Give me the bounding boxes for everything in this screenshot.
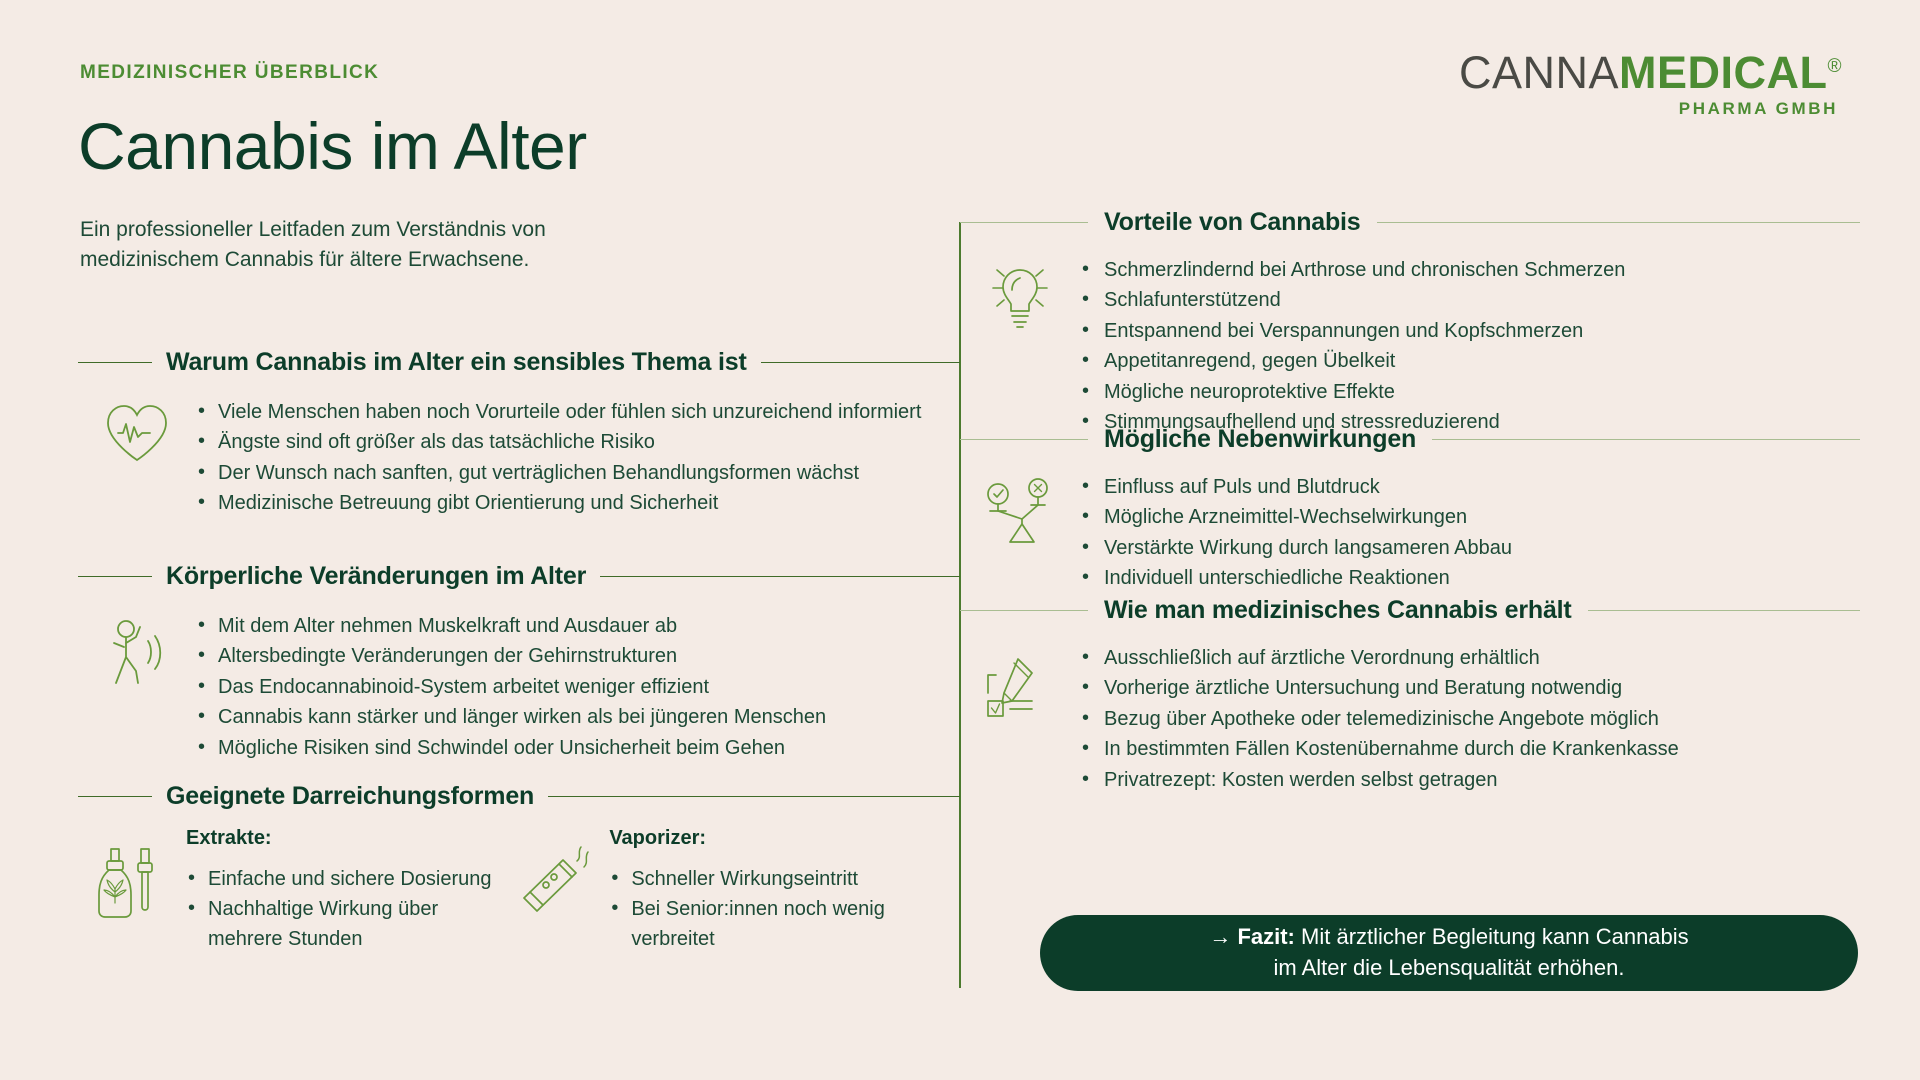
list-item: • Medizinische Betreuung gibt Orientierung und Sicherheit [196,488,921,518]
page-subtitle: Ein professioneller Leitfaden zum Verständnis von medizinischem Cannabis für ältere Erwachsene. [80,218,546,271]
section-title: Wie man medizinisches Cannabis erhält [1104,596,1572,624]
divider-right [1432,439,1860,441]
section-header [960,596,1860,625]
section-header [78,782,960,811]
person-motion-icon [78,609,196,689]
list-item: • Einfache und sichere Dosierung [186,864,501,894]
bullet-list [196,395,921,519]
list-item: • Individuell unterschiedliche Reaktionen [1080,563,1512,593]
heart-pulse-icon [78,395,196,465]
conclusion-text [1209,922,1688,984]
divider-left [78,576,152,578]
list-item: • Entspannend bei Verspannungen und Kopfschmerzen [1080,316,1625,346]
section-title: Geeignete Darreichungsformen [166,782,535,810]
bullet-list [196,609,826,763]
conclusion-banner [1040,915,1858,991]
section-header [78,348,960,377]
section-title: Körperliche Veränderungen im Alter [166,562,587,590]
logo-canna-text: CANNA [1458,47,1620,98]
divider-left [960,610,1088,612]
form-block-vaporizer [501,827,960,954]
list-item: • Schmerzlindernd bei Arthrose und chronischen Schmerzen [1080,255,1625,285]
divider-left [960,222,1088,224]
eyebrow-label: MEDIZINISCHER ÜBERBLICK [80,62,380,83]
divider-left [78,362,152,364]
lightbulb-icon [960,253,1080,331]
section-body [78,609,960,763]
registered-trademark-icon: ® [1827,56,1842,77]
section-darreichungsformen [78,782,960,954]
list-item: • Der Wunsch nach sanften, gut verträglichen Behandlungsformen wächst [196,458,921,488]
section-moegliche-nebenwirkungen [960,425,1860,594]
section-body [78,395,960,519]
list-item: • In bestimmten Fällen Kostenübernahme durch die Krankenkasse [1080,734,1679,764]
section-header [960,425,1860,454]
conclusion-line-2: im Alter die Lebensqualität erhöhen. [1273,955,1625,980]
divider-left [78,796,152,798]
form-text [186,827,501,954]
section-vorteile-von-cannabis [960,208,1860,437]
divider-right [1588,610,1860,612]
section-body [960,470,1860,594]
form-label: Extrakte: [186,827,272,849]
list-item: • Cannabis kann stärker und länger wirken als bei jüngeren Menschen [196,702,826,732]
list-item: • Mit dem Alter nehmen Muskelkraft und Ausdauer ab [196,611,826,641]
section-wie-man-cannabis-erhaelt [960,596,1860,795]
bullet-list [186,862,501,954]
list-item: • Altersbedingte Veränderungen der Gehirnstrukturen [196,641,826,671]
list-item: • Bezug über Apotheke oder telemedizinische Angebote möglich [1080,704,1679,734]
forms-row [78,827,960,954]
form-text [609,827,960,954]
section-body [960,641,1860,795]
conclusion-line-1: Mit ärztlicher Begleitung kann Cannabis [1301,924,1689,950]
list-item: • Das Endocannabinoid-System arbeitet weniger effizient [196,672,826,702]
list-item: • Vorherige ärztliche Untersuchung und Beratung notwendig [1080,673,1679,703]
list-item: • Schlafunterstützend [1080,285,1625,315]
list-item: • Nachhaltige Wirkung über mehrere Stunden [186,894,501,954]
list-item: • Schneller Wirkungseintritt [609,864,960,894]
list-item: • Viele Menschen haben noch Vorurteile oder fühlen sich unzureichend informiert [196,397,921,427]
bullet-list [609,862,960,954]
balance-scale-icon [960,470,1080,544]
dropper-bottle-icon [78,827,186,921]
prescription-checklist-icon [960,641,1080,721]
divider-right [761,362,960,364]
list-item: • Verstärkte Wirkung durch langsameren Abbau [1080,533,1512,563]
section-title: Mögliche Nebenwirkungen [1104,425,1417,453]
bullet-list [1080,253,1625,437]
section-title: Vorteile von Cannabis [1104,208,1361,236]
form-label: Vaporizer: [609,827,707,849]
bullet-list [1080,470,1512,594]
list-item: • Mögliche Risiken sind Schwindel oder Unsicherheit beim Gehen [196,733,826,763]
divider-right [1377,222,1860,224]
page-title: Cannabis im Alter [78,109,587,183]
list-item: • Bei Senior:innen noch wenig verbreitet [609,894,960,954]
form-block-extrakte [78,827,501,954]
divider-right [548,796,960,798]
vape-pen-icon [501,827,609,919]
list-item: • Einfluss auf Puls und Blutdruck [1080,472,1512,502]
arrow-right-icon: → [1209,924,1232,950]
list-item: • Mögliche neuroprotektive Effekte [1080,377,1625,407]
logo-medical-text: MEDICAL [1619,47,1828,98]
list-item: • Ängste sind oft größer als das tatsächliche Risiko [196,427,921,457]
logo-wordmark [1458,47,1842,98]
list-item: • Stimmungsaufhellend und stressreduzierend [1080,407,1625,437]
list-item: • Privatrezept: Kosten werden selbst getragen [1080,765,1679,795]
section-header [960,208,1860,237]
list-item: • Ausschließlich auf ärztliche Verordnung erhältlich [1080,643,1679,673]
section-koerperliche-veraenderungen [78,562,960,763]
company-logo [1458,47,1842,119]
conclusion-label: Fazit: [1237,924,1295,950]
divider-right [600,576,960,578]
section-body [960,253,1860,437]
divider-left [960,439,1088,441]
section-header [78,562,960,591]
list-item: • Appetitanregend, gegen Übelkeit [1080,346,1625,376]
logo-subline: PHARMA GMBH [1678,99,1838,118]
bullet-list [1080,641,1679,795]
list-item: • Mögliche Arzneimittel-Wechselwirkungen [1080,502,1512,532]
section-warum-cannabis [78,348,960,519]
section-title: Warum Cannabis im Alter ein sensibles Thema ist [166,348,747,376]
